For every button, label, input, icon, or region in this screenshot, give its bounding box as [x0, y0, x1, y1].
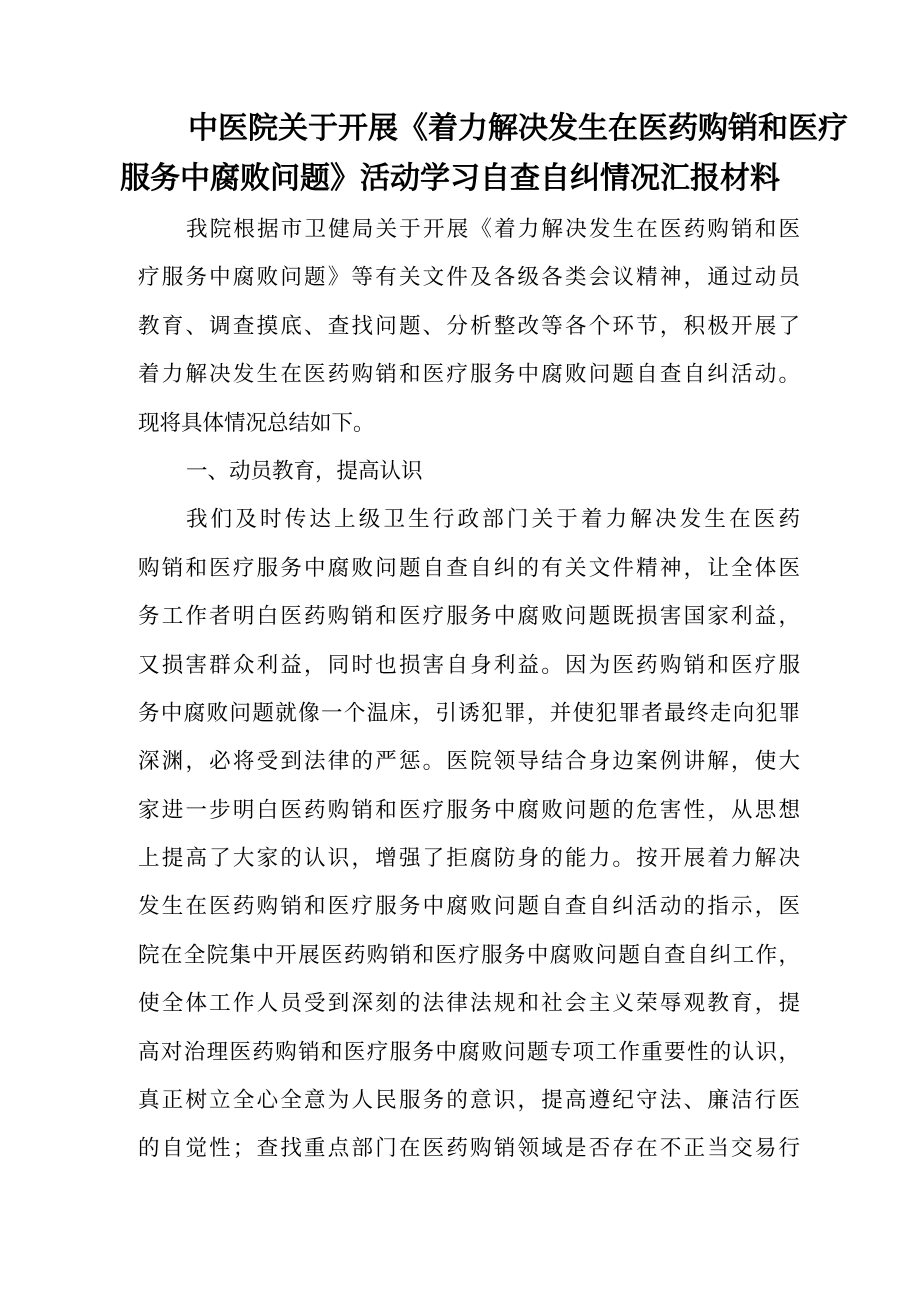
- document-body: [138, 206, 800, 1174]
- document-title: [120, 104, 848, 204]
- paragraph-line: 购销和医疗服务中腐败问题自查自纠的有关文件精神，让全体医: [138, 555, 800, 581]
- title-line-2: 服务中腐败问题》活动学习自查自纠情况汇报材料: [120, 161, 780, 196]
- paragraph-line: 发生在医药购销和医疗服务中腐败问题自查自纠活动的指示，医: [138, 894, 800, 920]
- paragraph-line: 上提高了大家的认识，增强了拒腐防身的能力。按开展着力解决: [138, 846, 800, 872]
- paragraph-line: 务工作者明白医药购销和医疗服务中腐败问题既损害国家利益，: [138, 604, 800, 630]
- title-line-1: 中医院关于开展《着力解决发生在医药购销和医疗: [188, 111, 848, 146]
- paragraph-line: 深渊，必将受到法律的严惩。医院领导结合身边案例讲解，使大: [138, 749, 800, 775]
- paragraph-line: 又损害群众利益，同时也损害自身利益。因为医药购销和医疗服: [138, 652, 800, 678]
- paragraph-line: 我们及时传达上级卫生行政部门关于着力解决发生在医药: [186, 507, 800, 533]
- paragraph-line: 家进一步明白医药购销和医疗服务中腐败问题的危害性，从思想: [138, 797, 800, 823]
- paragraph-line: 我院根据市卫健局关于开展《着力解决发生在医药购销和医: [186, 217, 800, 242]
- paragraph-line: 疗服务中腐败问题》等有关文件及各级各类会议精神，通过动员: [138, 265, 800, 291]
- paragraph-line: 院在全院集中开展医药购销和医疗服务中腐败问题自查自纠工作，: [138, 942, 800, 968]
- paragraph-line: 的自觉性；查找重点部门在医药购销领域是否存在不正当交易行: [138, 1136, 800, 1162]
- paragraph-line: 高对治理医药购销和医疗服务中腐败问题专项工作重要性的认识，: [138, 1039, 800, 1065]
- paragraph-line: 使全体工作人员受到深刻的法律法规和社会主义荣辱观教育，提: [138, 991, 800, 1017]
- paragraph-line: 务中腐败问题就像一个温床，引诱犯罪，并使犯罪者最终走向犯罪: [138, 700, 800, 726]
- paragraph-line: 现将具体情况总结如下。: [138, 410, 375, 436]
- paragraph-line: 真正树立全心全意为人民服务的意识，提高遵纪守法、廉洁行医: [138, 1088, 800, 1114]
- section-heading: 一、动员教育，提高认识: [186, 458, 423, 484]
- paragraph-line: 着力解决发生在医药购销和医疗服务中腐败问题自查自纠活动。: [138, 362, 800, 388]
- paragraph-line: 教育、调查摸底、查找问题、分析整改等各个环节，积极开展了: [138, 313, 800, 339]
